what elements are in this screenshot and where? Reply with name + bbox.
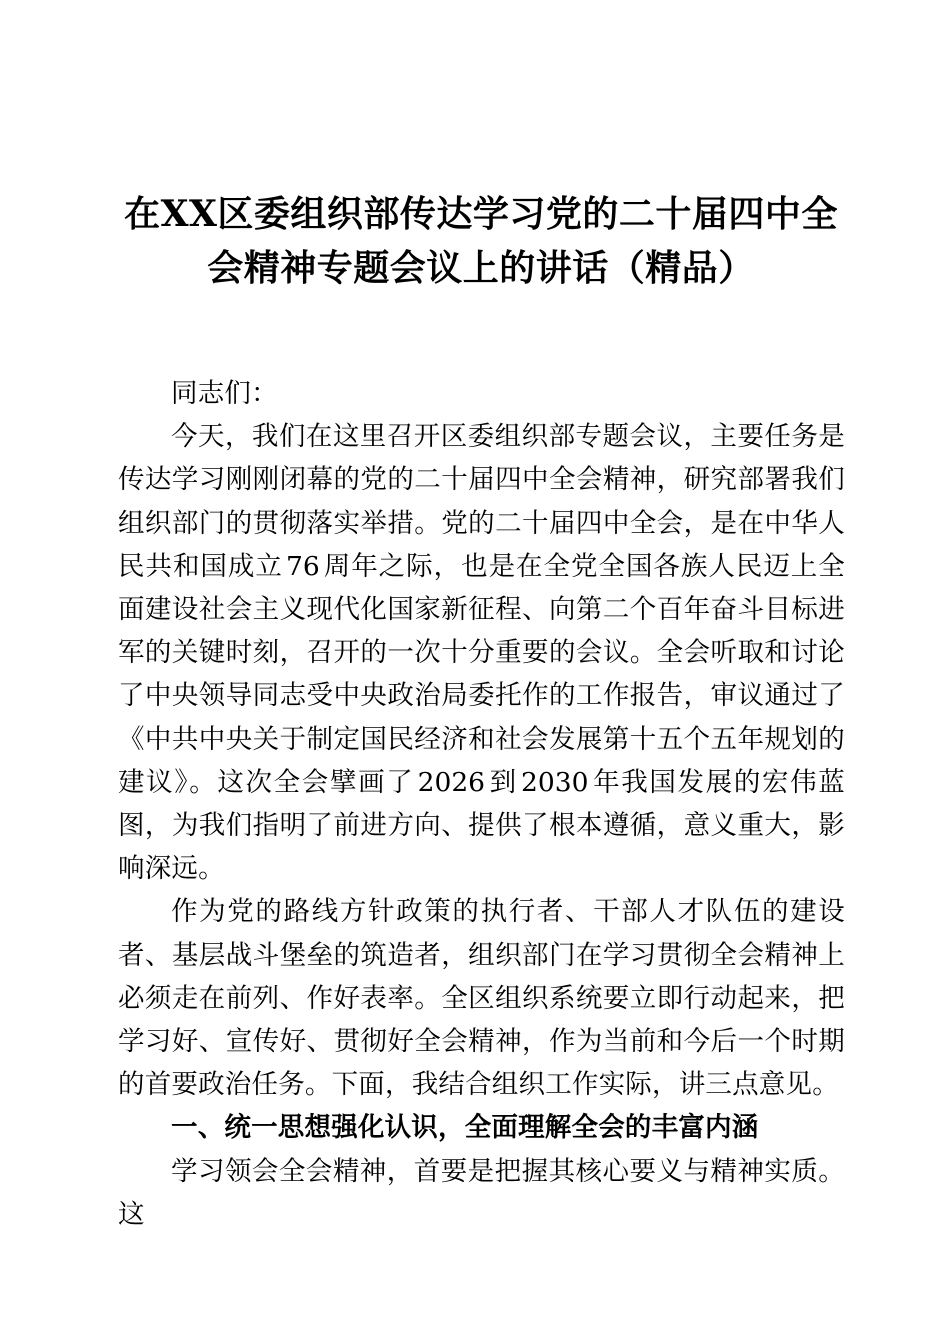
body-paragraph-3: 学习领会全会精神，首要是把握其核心要义与精神实质。这 xyxy=(118,1155,845,1230)
page-title: 在XX区委组织部传达学习党的二十届四中全会精神专题会议上的讲话（精品） xyxy=(124,193,838,290)
section-heading-1: 一、统一思想强化认识，全面理解全会的丰富内涵 xyxy=(171,1112,759,1144)
inline-number: 76 xyxy=(286,550,320,582)
inline-number: 2030 xyxy=(521,766,589,798)
document-body xyxy=(118,372,845,1236)
body-paragraph-2: 作为党的路线方针政策的执行者、干部人才队伍的建设者、基层战斗堡垒的筑造者，组织部门在学习贯彻全会精神上必须走在前列、作好表率。全区组织系统要立即行动起来，把学习好、宣传好、贯彻好全会精神，作为当前和今后一个时期的首要政治任务。下面，我结合组织工作实际，讲三点意见。 xyxy=(118,896,845,1101)
salutation-line: 同志们： xyxy=(171,378,278,409)
inline-number: 2026 xyxy=(417,766,486,798)
body-paragraph-1: 今天，我们在这里召开区委组织部专题会议，主要任务是传达学习刚刚闭幕的党的二十届四中全会精神，研究部署我们组织部门的贯彻落实举措。党的二十届四中全会，是在中华人民共和国成立 76 周年之际，也是在全党全国各族人民迈上全面建设社会主义现代化国家新征程、向第二个百年奋斗目标进军的关键时刻，召开的一次十分重要的会议。全会听取和讨论了中央领导同志受中央政治局委托作的工作报告，审议通过了《中共中央关于制定国民经济和社会发展第十五个五年规划的建议》。这次全会擘画了 2026 到 2030 年我国发展的宏伟蓝图，为我们指明了前进方向、提供了根本遵循，意义重大，影响深远。 xyxy=(118,421,845,885)
